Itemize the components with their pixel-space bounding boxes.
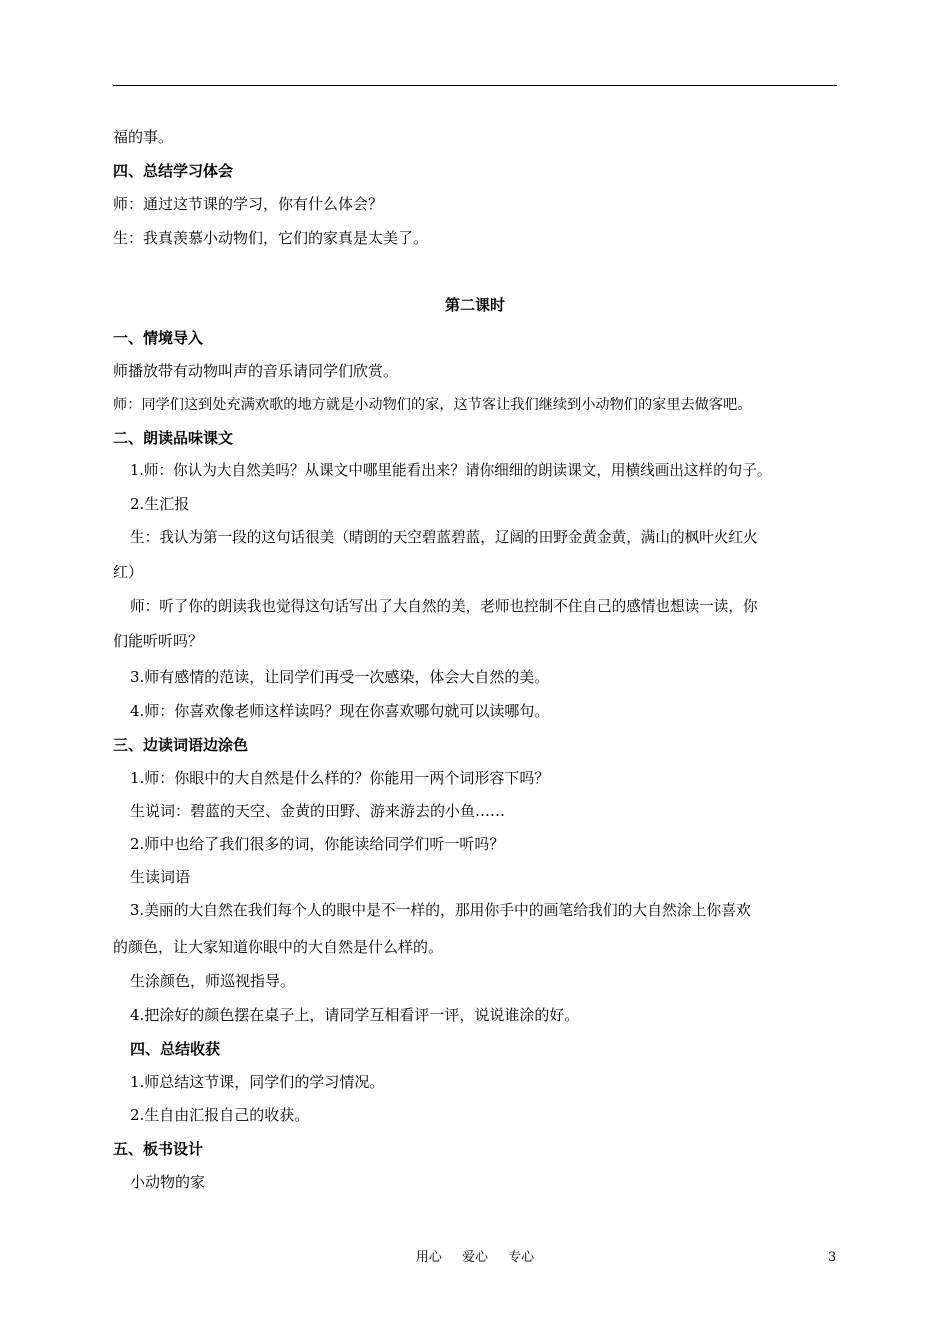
paragraph-line: 师：同学们这到处充满欢歌的地方就是小动物们的家，这节客让我们继续到小动物们的家里去做客吧。 [113,397,752,413]
paragraph-line: 们能听听吗？ [113,632,204,650]
paragraph-line: 1.师：你眼中的大自然是什么样的？你能用一两个词形容下吗？ [130,769,550,787]
footer-motto: 爱心 [461,1250,488,1265]
paragraph-line: 3.美丽的大自然在我们每个人的眼中是不一样的，那用你手中的画笔给我们的大自然涂上你喜欢 [130,902,751,919]
footer-motto: 用心 [415,1250,442,1265]
page-footer [0,1249,950,1267]
paragraph-line: 4.把涂好的颜色摆在桌子上，请同学互相看评一评，说说谁涂的好。 [130,1006,580,1024]
paragraph-line: 1.师总结这节课，同学们的学习情况。 [130,1073,385,1091]
paragraph-line: 2.生自由汇报自己的收获。 [130,1106,310,1124]
paragraph-line: 1.师：你认为大自然美吗？从课文中哪里能看出来？请你细细的朗读课文，用横线画出这样的句子。 [130,462,772,479]
section-heading: 四、总结收获 [130,1040,221,1058]
section-heading: 三、边读词语边涂色 [113,736,249,754]
paragraph-line: 红） [113,563,144,581]
page-number: 3 [828,1250,837,1265]
section-heading: 五、板书设计 [113,1140,204,1158]
paragraph-line: 师：通过这节课的学习，你有什么体会？ [113,195,384,213]
paragraph-line: 师：听了你的朗读我也觉得这句话写出了大自然的美，老师也控制不住自己的感情也想读一读，你 [130,598,758,615]
paragraph-line: 小动物的家 [130,1173,206,1191]
paragraph-line: 生：我认为第一段的这句话很美（晴朗的天空碧蓝碧蓝，辽阔的田野金黄金黄，满山的枫叶火红火 [130,529,758,546]
paragraph-line: 福的事。 [113,128,174,146]
paragraph-line: 生：我真羡慕小动物们，它们的家真是太美了。 [113,229,429,247]
lesson-title: 第二课时 [444,296,505,314]
paragraph-line: 2.生汇报 [130,495,190,513]
paragraph-line: 生说词：碧蓝的天空、金黄的田野、游来游去的小鱼…… [130,802,506,820]
paragraph-line: 生读词语 [130,868,191,886]
paragraph-line: 生涂颜色，师巡视指导。 [130,972,296,990]
section-heading: 二、朗读品味课文 [113,429,234,447]
paragraph-line: 4.师：你喜欢像老师这样读吗？现在你喜欢哪句就可以读哪句。 [130,702,550,720]
section-heading: 四、总结学习体会 [113,162,234,180]
paragraph-line: 的颜色，让大家知道你眼中的大自然是什么样的。 [113,938,444,956]
footer-motto: 专心 [508,1250,535,1265]
paragraph-line: 师播放带有动物叫声的音乐请同学们欣赏。 [113,362,399,380]
paragraph-line: 3.师有感情的范读，让同学们再受一次感染，体会大自然的美。 [130,668,550,686]
paragraph-line: 2.师中也给了我们很多的词，你能读给同学们听一听吗？ [130,835,505,853]
section-heading: 一、情境导入 [113,329,204,347]
